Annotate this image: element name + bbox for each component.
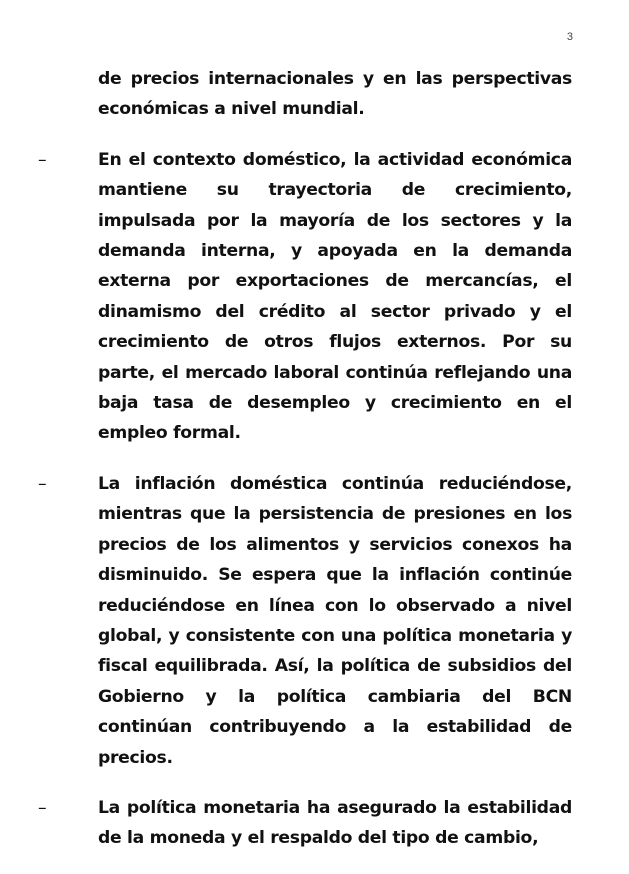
bullet-paragraph-monetary-policy bbox=[38, 793, 572, 854]
paragraph-continuation bbox=[98, 64, 572, 125]
paragraph-text: La política monetaria ha asegurado la estabilidad de la moneda y el respaldo del tipo de cambio, bbox=[98, 797, 572, 849]
page-number: 3 bbox=[566, 31, 573, 43]
paragraph-text: La inflación doméstica continúa reduciéndose, mientras que la persistencia de presiones en los precios de los alimentos y servicios conexos ha disminuido. Se espera que la inflación continúe reduciéndose en línea con lo observado a nivel global, y consistente con una política monetaria y fiscal equilibrada. Así, la política de subsidios del Gobierno y la política cambiaria del BCN continúan contribuyendo a la estabilidad de precios. bbox=[98, 473, 572, 768]
bullet-paragraph-domestic-activity bbox=[38, 145, 572, 449]
paragraph-text: de precios internacionales y en las perspectivas económicas a nivel mundial. bbox=[98, 69, 572, 120]
dash-bullet: – bbox=[38, 797, 47, 818]
document-body bbox=[38, 64, 572, 874]
dash-bullet: – bbox=[38, 473, 47, 494]
bullet-paragraph-inflation bbox=[38, 469, 572, 773]
dash-bullet: – bbox=[38, 149, 47, 170]
paragraph-text: En el contexto doméstico, la actividad económica mantiene su trayectoria de crecimiento, impulsada por la mayoría de los sectores y la demanda interna, y apoyada en la demanda externa por exportaciones de mercancías, el dinamismo del crédito al sector privado y el crecimiento de otros flujos externos. Por su parte, el mercado laboral continúa reflejando una baja tasa de desempleo y crecimiento en el empleo formal. bbox=[98, 149, 572, 444]
